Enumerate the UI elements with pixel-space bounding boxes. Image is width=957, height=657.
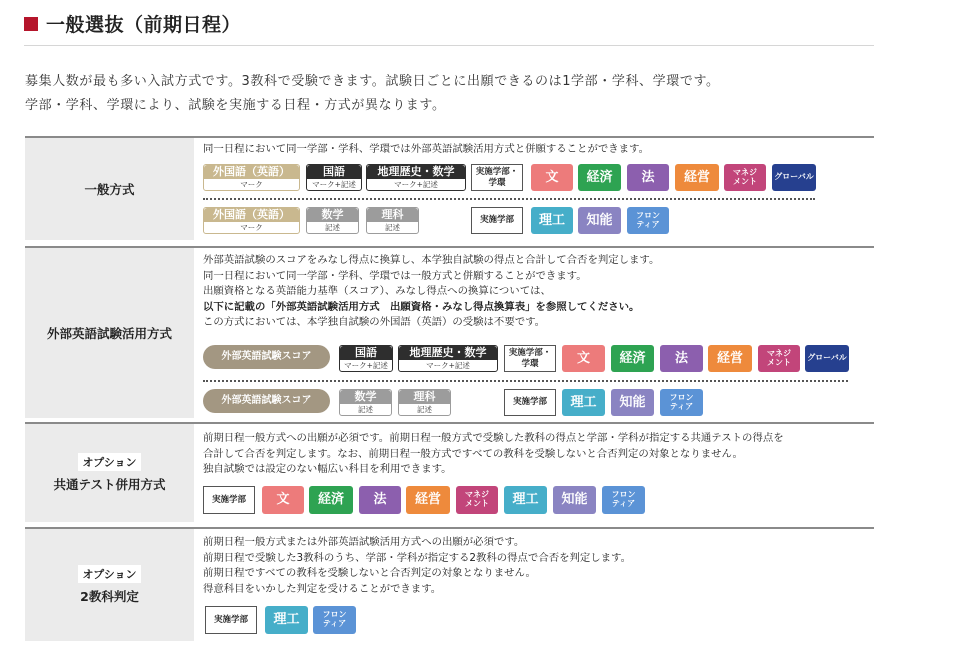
subject-gaikokugo-mark xyxy=(203,164,300,191)
dept-line-2: ティア xyxy=(636,219,660,229)
dept-line-2: ティア xyxy=(322,619,347,628)
dept-hou: 法 xyxy=(359,486,401,514)
dept-frontier xyxy=(602,486,645,514)
dept-bun: 文 xyxy=(562,345,605,372)
subject-name: 数学 xyxy=(340,390,391,404)
desc-line: 前期日程で受験した3教科のうち、学部・学科が指定する2教科の得点で合否を判定します。 xyxy=(203,551,632,564)
label-ippan-text: 一般方式 xyxy=(84,182,135,197)
dept-chino: 知能 xyxy=(578,207,621,234)
desc-line: 同一日程において同一学部・学科、学環では一般方式と併願することができます。 xyxy=(203,269,587,282)
dept-line-2: メント xyxy=(733,176,757,186)
dept-management xyxy=(456,486,498,514)
dept-chino: 知能 xyxy=(611,389,654,416)
desc-line: 外部英語試験のスコアをみなし得点に換算し、本学独自試験の得点と合計して合否を判定します。 xyxy=(203,254,660,266)
subject-gaikokugo-mark-2 xyxy=(203,207,300,234)
desc-line: 前期日程ですべての教科を受験しないと合否判定の対象となりません。 xyxy=(203,567,536,579)
desc-line: 得意科目をいかした判定を受けることができます。 xyxy=(203,582,442,595)
subject-format: マーク xyxy=(204,222,299,233)
dept-keizai: 経済 xyxy=(578,164,621,191)
dept-hou: 法 xyxy=(660,345,703,372)
dotted-divider xyxy=(203,198,815,200)
content-kyotsu xyxy=(203,424,874,522)
dept-bun: 文 xyxy=(531,164,573,191)
dept-frontier xyxy=(660,389,703,416)
desc-kyotsu xyxy=(203,431,784,478)
title-text: 一般選抜（前期日程） xyxy=(46,14,242,36)
dept-riko: 理工 xyxy=(504,486,547,514)
subject-chireki xyxy=(366,164,466,191)
jisshi-gakubu-label: 実施学部 xyxy=(471,207,523,234)
dept-line-1: フロン xyxy=(611,490,636,500)
dept-hou: 法 xyxy=(627,164,669,191)
dept-keiei: 経営 xyxy=(406,486,450,514)
label-kyotsu-text: 共通テスト併用方式 xyxy=(53,477,166,492)
desc-gaibu xyxy=(203,253,659,331)
desc-line: 合計して合否を判定します。なお、前期日程一般方式ですべての教科を受験しないと合否判定の対象となりません。 xyxy=(203,447,743,460)
dept-management xyxy=(758,345,800,372)
dept-keizai: 経済 xyxy=(611,345,654,372)
page-title xyxy=(24,10,241,37)
content-gaibu xyxy=(203,248,874,418)
label-ippan xyxy=(25,138,194,240)
intro-text xyxy=(25,70,720,118)
subject-name: 外国語（英語） xyxy=(204,165,299,179)
option-tag: オプション xyxy=(78,565,140,583)
box-line-1: 実施学部・ xyxy=(475,167,519,178)
label-kyotsu xyxy=(25,424,194,522)
dept-riko: 理工 xyxy=(562,389,605,416)
label-nikyoka xyxy=(25,529,194,641)
subject-name: 国語 xyxy=(340,346,392,360)
dotted-divider xyxy=(203,380,848,382)
score-pill: 外部英語試験スコア xyxy=(203,345,330,369)
subject-rika xyxy=(366,207,419,234)
dept-line-1: フロン xyxy=(636,210,660,220)
dept-riko: 理工 xyxy=(531,207,573,234)
subject-format: 記述 xyxy=(399,404,450,415)
dept-line-1: マネジ xyxy=(733,167,757,177)
desc-line: 出願資格となる英語能力基準（スコア）、みなし得点への換算については、 xyxy=(203,285,551,297)
intro-line-2: 学部・学科、学環により、試験を実施する日程・方式が異なります。 xyxy=(25,98,446,113)
dept-chino: 知能 xyxy=(553,486,596,514)
label-gaibu xyxy=(25,248,194,418)
subject-name: 理科 xyxy=(367,208,418,222)
row-ippan xyxy=(25,136,874,240)
jisshi-gakubu-gakkan-label xyxy=(504,345,556,372)
dept-keiei: 経営 xyxy=(708,345,752,372)
subject-format: 記述 xyxy=(340,404,391,415)
label-gaibu-text: 外部英語試験活用方式 xyxy=(46,326,172,341)
dept-management xyxy=(724,164,766,191)
subject-rika xyxy=(398,389,451,416)
jisshi-gakubu-gakkan-label xyxy=(471,164,523,191)
content-nikyoka xyxy=(203,529,874,641)
desc-line: 独自試験では設定のない幅広い科目を利用できます。 xyxy=(203,463,452,475)
jisshi-gakubu-label: 実施学部 xyxy=(205,606,257,634)
box-line-1: 実施学部・ xyxy=(508,348,552,359)
subject-format: マーク+記述 xyxy=(307,179,361,190)
subject-format: 記述 xyxy=(307,222,358,233)
subject-sugaku xyxy=(306,207,359,234)
dept-frontier xyxy=(313,606,356,634)
dept-riko: 理工 xyxy=(265,606,308,634)
jisshi-gakubu-label: 実施学部 xyxy=(504,389,556,416)
dept-line-2: メント xyxy=(465,499,489,508)
dept-line-2: ティア xyxy=(611,499,636,508)
intro-line-1: 募集人数が最も多い入試方式です。3教科で受験できます。試験日ごとに出願できるのは1学部・学科、学環です。 xyxy=(25,74,720,89)
option-tag: オプション xyxy=(78,453,140,471)
dept-line-2: ティア xyxy=(669,401,694,411)
dept-global: グローバル xyxy=(805,345,849,372)
score-pill-2: 外部英語試験スコア xyxy=(203,389,330,413)
row-nikyoka xyxy=(25,527,874,641)
box-line-2: 学環 xyxy=(521,358,539,369)
row-kyotsu xyxy=(25,422,874,522)
subject-format: マーク+記述 xyxy=(399,360,497,371)
subject-sugaku xyxy=(339,389,392,416)
label-nikyoka-text: 2教科判定 xyxy=(80,589,139,604)
dept-keizai: 経済 xyxy=(309,486,353,514)
subject-name: 国語 xyxy=(307,165,361,179)
title-divider xyxy=(24,45,874,46)
subject-format: 記述 xyxy=(367,222,418,233)
subject-format: マーク+記述 xyxy=(367,179,465,190)
desc-ippan: 同一日程において同一学部・学科、学環では外部英語試験活用方式と併願することができます。 xyxy=(203,143,649,155)
row-gaibu xyxy=(25,246,874,418)
content-ippan xyxy=(203,138,874,240)
subject-kokugo xyxy=(339,345,393,372)
desc-line: 前期日程一般方式または外部英語試験活用方式への出願が必須です。 xyxy=(203,536,525,548)
subject-name: 数学 xyxy=(307,208,358,222)
subject-name: 理科 xyxy=(399,390,450,404)
dept-line-1: マネジ xyxy=(465,490,489,500)
subject-name: 外国語（英語） xyxy=(204,208,299,222)
subject-format: マーク+記述 xyxy=(340,360,392,371)
box-line-2: 学環 xyxy=(488,177,506,188)
dept-line-2: メント xyxy=(767,357,791,367)
desc-line: 前期日程一般方式への出願が必須です。前期日程一般方式で受験した教科の得点と学部・学科が指定する共通テストの得点を xyxy=(203,432,784,444)
dept-frontier xyxy=(627,207,669,234)
dept-bun: 文 xyxy=(262,486,304,514)
desc-line-bold: 以下に記載の「外部英語試験活用方式 出願資格・みなし得点換算表」を参照してください。 xyxy=(203,300,640,313)
dept-keiei: 経営 xyxy=(675,164,719,191)
dept-line-1: マネジ xyxy=(767,348,791,358)
dept-line-1: フロン xyxy=(322,610,347,620)
subject-chireki xyxy=(398,345,498,372)
dept-line-1: フロン xyxy=(669,392,694,402)
subject-kokugo xyxy=(306,164,362,191)
desc-line: この方式においては、本学独自試験の外国語（英語）の受験は不要です。 xyxy=(203,316,546,328)
subject-format: マーク xyxy=(204,179,299,190)
jisshi-gakubu-label: 実施学部 xyxy=(203,486,255,514)
title-square-icon xyxy=(24,17,38,31)
dept-global: グローバル xyxy=(772,164,816,191)
subject-name: 地理歴史・数学 xyxy=(367,165,465,179)
desc-nikyoka xyxy=(203,535,631,597)
subject-name: 地理歴史・数学 xyxy=(399,346,497,360)
